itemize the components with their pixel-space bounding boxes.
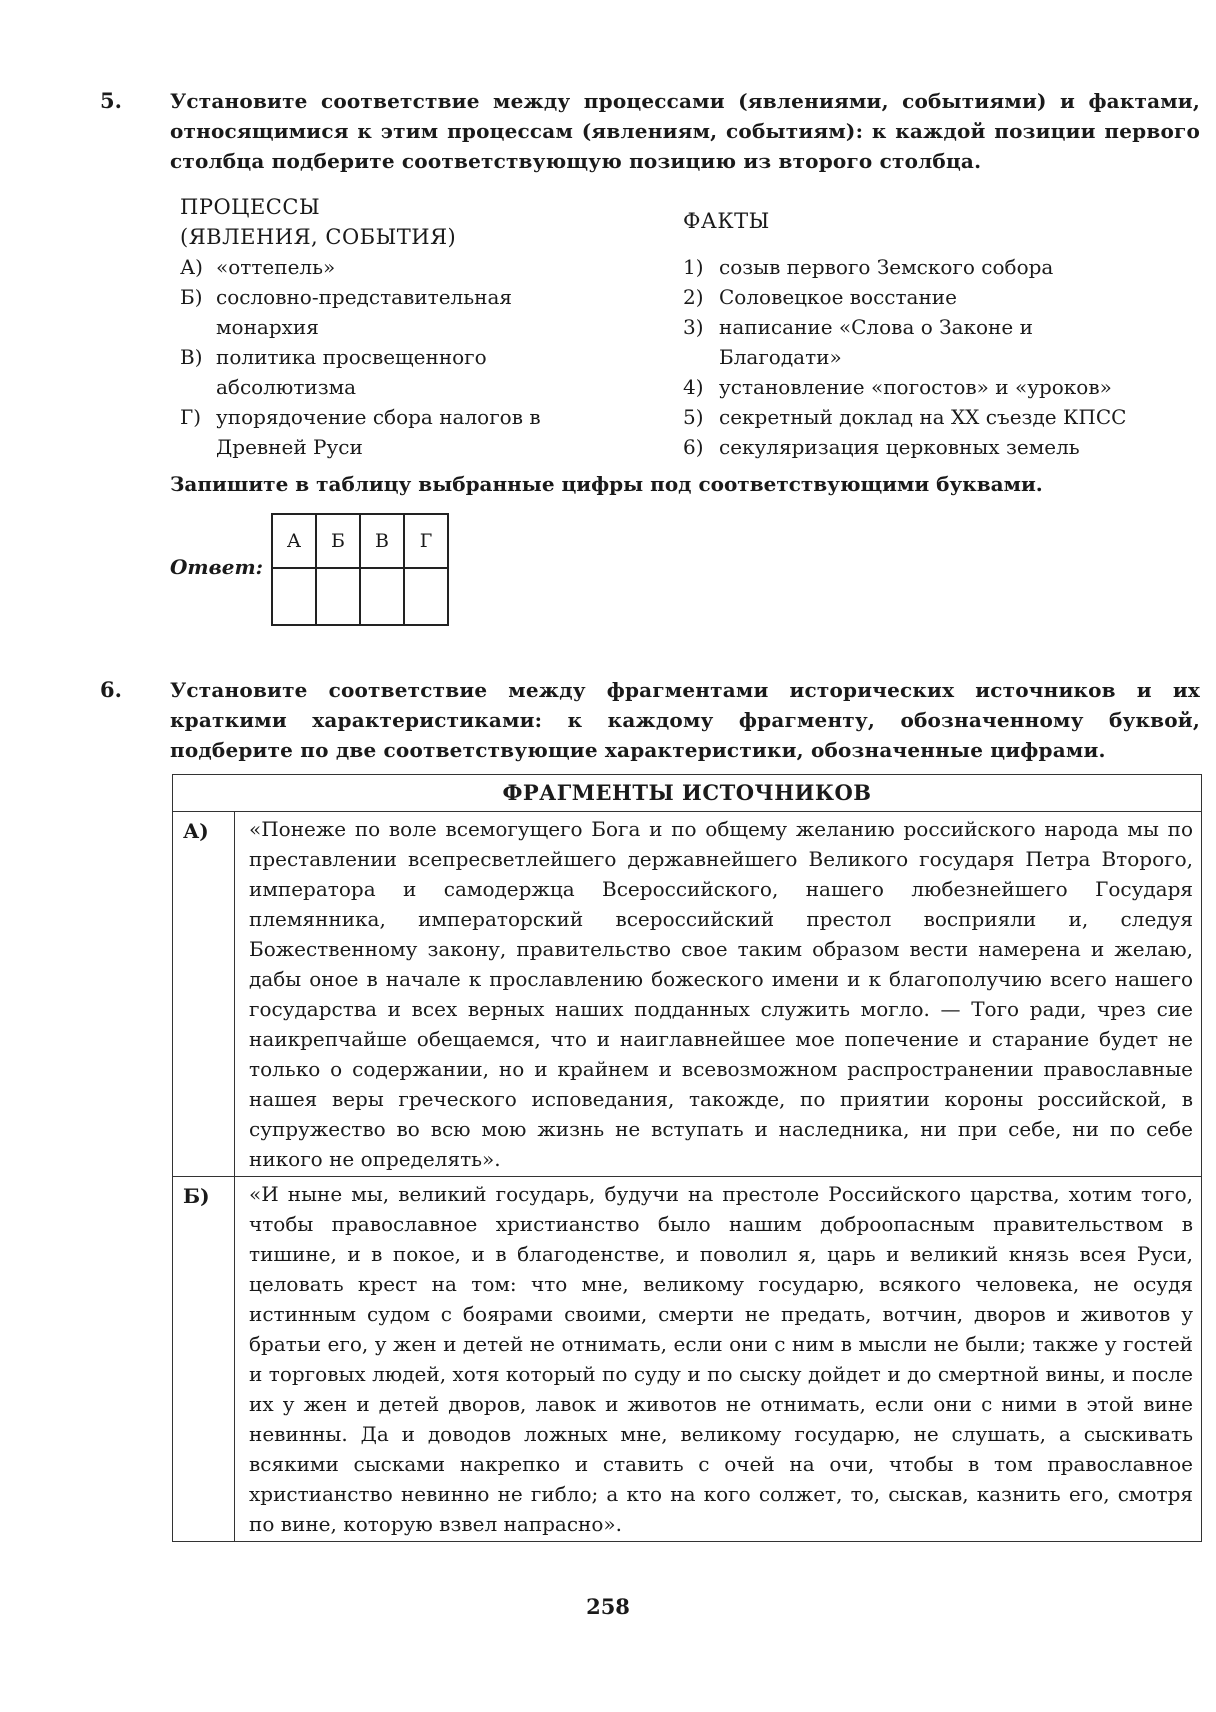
fact-label: 6) <box>683 435 704 459</box>
fragment-row <box>173 812 1201 1176</box>
answer-instruction: Запишите в таблицу выбранные цифры под соответствующими буквами. <box>170 472 1043 496</box>
facts-column <box>683 206 1203 462</box>
question-6-text: Установите соответствие между фрагментами исторических источников и их краткими характеристиками: к каждому фрагменту, обозначенному буквой, подберите по две соответствующие характеристики, обозначенные цифрами. <box>170 678 1200 762</box>
process-label: В) <box>180 345 203 369</box>
fact-item <box>683 402 1203 432</box>
answer-label: Ответ: <box>170 555 263 579</box>
process-item <box>180 342 580 402</box>
fact-label: 2) <box>683 285 704 309</box>
process-item <box>180 252 580 282</box>
page-number: 258 <box>586 1594 630 1619</box>
answer-cell-a[interactable] <box>272 568 316 625</box>
process-item <box>180 282 580 342</box>
process-label: Г) <box>180 405 202 429</box>
fact-item <box>683 312 1203 372</box>
facts-header: ФАКТЫ <box>683 209 770 233</box>
process-text: сословно-представительная монархия <box>216 285 513 339</box>
answer-column-header: Г <box>404 514 448 568</box>
fact-text: написание «Слова о Законе и Благодати» <box>719 315 1033 369</box>
fact-text: секретный доклад на XX съезде КПСС <box>719 405 1127 429</box>
fragment-row <box>173 1176 1201 1541</box>
fact-item <box>683 252 1203 282</box>
fact-text: секуляризация церковных земель <box>719 435 1080 459</box>
answer-cell-b[interactable] <box>316 568 360 625</box>
processes-header-line2: (ЯВЛЕНИЯ, СОБЫТИЯ) <box>180 225 457 249</box>
fact-item <box>683 282 1203 312</box>
fragments-table-header: ФРАГМЕНТЫ ИСТОЧНИКОВ <box>173 775 1201 812</box>
processes-header-line1: ПРОЦЕССЫ <box>180 195 321 219</box>
answer-cell-v[interactable] <box>360 568 404 625</box>
process-label: Б) <box>180 285 203 309</box>
fragment-label: Б) <box>173 1177 235 1541</box>
fact-item <box>683 372 1203 402</box>
answer-table <box>271 513 449 626</box>
question-5-text: Установите соответствие между процессами (явлениями, событиями) и фактами, относящимися к этим процессам (явлениям, событиям): к каждой позиции первого столбца подберите соответствующую позицию из второго столбца. <box>170 89 1200 173</box>
fact-text: Соловецкое восстание <box>719 285 957 309</box>
question-6-number: 6. <box>100 677 122 702</box>
fact-text: установление «погостов» и «уроков» <box>719 375 1112 399</box>
fact-label: 1) <box>683 255 704 279</box>
question-5-number: 5. <box>100 88 122 113</box>
fragments-table <box>172 774 1202 1542</box>
fact-text: созыв первого Земского собора <box>719 255 1054 279</box>
fact-label: 3) <box>683 315 704 339</box>
fact-label: 4) <box>683 375 704 399</box>
answer-column-header: Б <box>316 514 360 568</box>
fragment-text: «Понеже по воле всемогущего Бога и по общему желанию российского народа мы по преставлении всепресветлейшего державнейшего Великого государя Петра Второго, императора и самодержца Всероссийского, нашего любезнейшего Государя племянника, императорский всероссийский престол восприяли и, следуя Божественному закону, правительство свое таким образом вести намерена и желаю, дабы оное в начале к прославлению божеского имени и к благополучию всего нашего государства и всех верных наших подданных служить могло. — Того ради, чрез сие наикрепчайше обещаемся, что и наиглавнейшее мое попечение и старание будет не только о содержании, но и крайнем и всевозможном распространении православные нашея веры греческого исповедания, такожде, по приятии короны российской, в супружество во всю мою жизнь не вступать и наследника, ни при себе, ни по себе никого не определять». <box>249 817 1193 1171</box>
process-text: упорядочение сбора налогов в Древней Руси <box>216 405 541 459</box>
answer-column-header: А <box>272 514 316 568</box>
fragment-text: «И ныне мы, великий государь, будучи на престоле Российского царства, хотим того, чтобы православное христианство было нашим доброопасным правительством в тишине, и в покое, и в благоденстве, и поволил я, царь и великий князь всея Руси, целовать крест на том: что мне, великому государю, всякого человека, не осудя истинным судом с боярами своими, смерти не предать, вотчин, дворов и животов у братьи его, у жен и детей не отнимать, если они с ним в мысли не были; также у гостей и торговых людей, хотя который по суду и по сыску дойдет и до смертной вины, и после их у жен и детей дворов, лавок и животов не отнимать, если они с ними в этой вине невинны. Да и доводов ложных мне, великому государю, не слушать, а сыскивать всякими сысками накрепко и ставить с очей на очи, чтобы в том православное христианство невинно не гибло; а кто на кого солжет, то, сыскав, казнить его, смотря по вине, которую взвел напрасно». <box>249 1182 1193 1536</box>
fact-item <box>683 432 1203 462</box>
answer-cell-g[interactable] <box>404 568 448 625</box>
fact-label: 5) <box>683 405 704 429</box>
process-text: политика просвещенного абсолютизма <box>216 345 487 399</box>
process-item <box>180 402 580 462</box>
process-label: А) <box>180 255 203 279</box>
processes-column <box>180 192 580 462</box>
process-text: «оттепель» <box>216 255 336 279</box>
answer-column-header: В <box>360 514 404 568</box>
fragment-label: А) <box>173 812 235 1176</box>
